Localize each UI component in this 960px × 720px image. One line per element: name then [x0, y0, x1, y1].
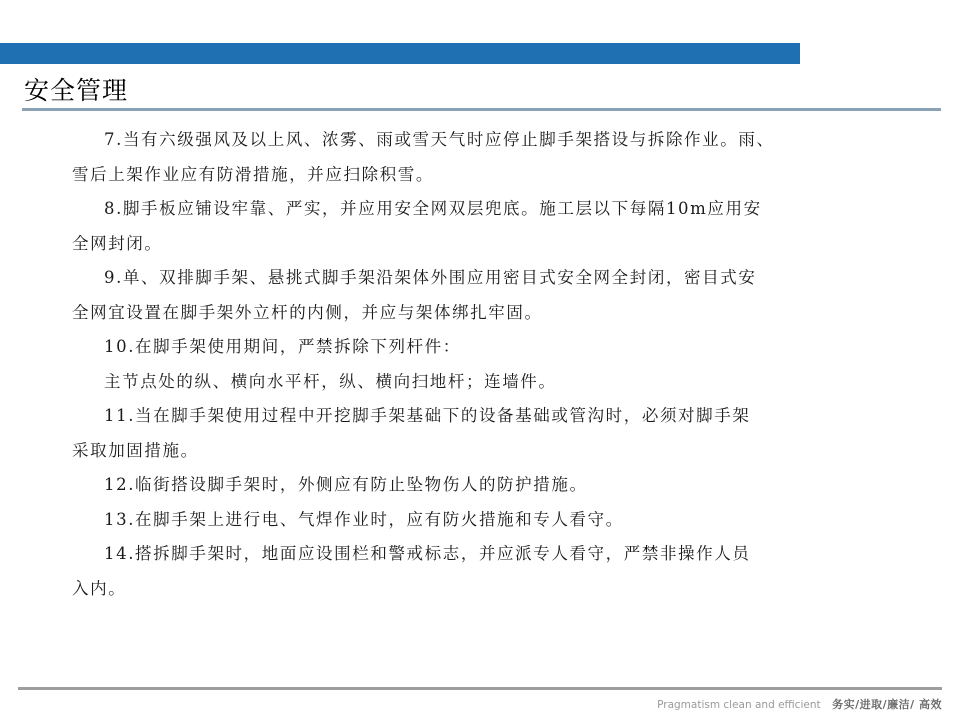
footer-english-slogan: Pragmatism clean and efficient: [657, 699, 821, 711]
content-line: 13.在脚手架上进行电、气焊作业时，应有防火措施和专人看守。: [104, 509, 624, 529]
content-line: 9.单、双排脚手架、悬挑式脚手架沿架体外围应用密目式安全网全封闭，密目式安: [104, 268, 757, 287]
content-line: 采取加固措施。: [72, 440, 199, 460]
footer-divider: [18, 687, 942, 690]
content-line: 全网封闭。: [72, 233, 163, 253]
title-divider: [22, 108, 941, 111]
content-line: 全网宜设置在脚手架外立杆的内侧，并应与架体绑扎牢固。: [72, 302, 543, 322]
footer-slogan: [657, 696, 942, 712]
content-line: 12.临街搭设脚手架时，外侧应有防止坠物伤人的防护措施。: [104, 475, 588, 494]
content-line: 主节点处的纵、横向水平杆，纵、横向扫地杆；连墙件。: [104, 371, 557, 391]
content-line: 10.在脚手架使用期间，严禁拆除下列杆件：: [104, 337, 461, 356]
content-line: 11.当在脚手架使用过程中开挖脚手架基础下的设备基础或管沟时，必须对脚手架: [104, 406, 751, 425]
content-line: 8.脚手板应铺设牢靠、严实，并应用安全网双层兜底。施工层以下每隔10m应用安: [104, 199, 762, 218]
page-title: 安全管理: [24, 76, 129, 105]
content-line: 14.搭拆脚手架时，地面应设围栏和警戒标志，并应派专人看守，严禁非操作人员: [104, 544, 751, 563]
content-line: 入内。: [72, 578, 127, 598]
content-body: [72, 123, 892, 606]
footer-chinese-slogan: 务实/进取/廉洁/ 高效: [832, 698, 942, 711]
content-line: 雪后上架作业应有防滑措施，并应扫除积雪。: [72, 164, 434, 184]
header-accent-bar: [0, 43, 800, 64]
content-line: 7.当有六级强风及以上风、浓雾、雨或雪天气时应停止脚手架搭设与拆除作业。雨、: [104, 130, 775, 149]
